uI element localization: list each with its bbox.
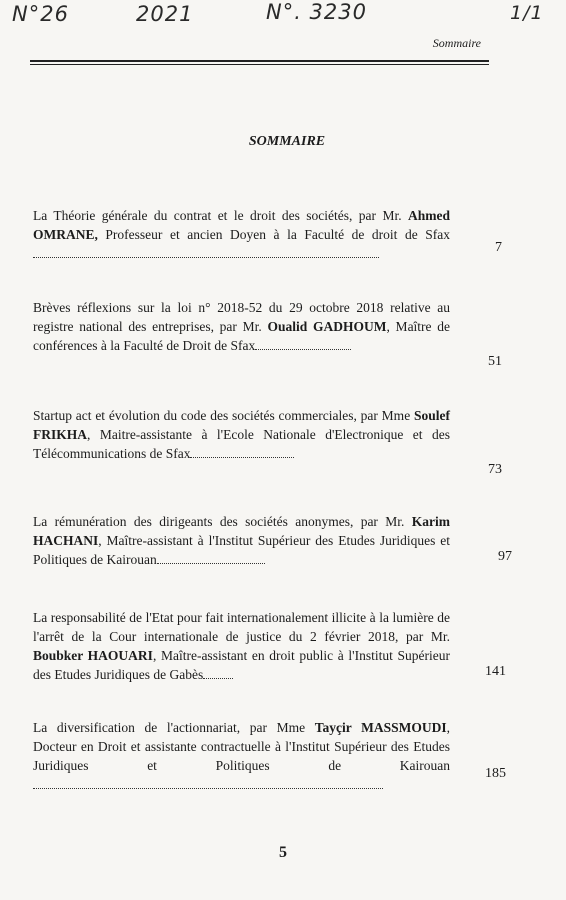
dot-leader [255,348,351,350]
toc-entry-page: 185 [485,766,506,781]
toc-entry-title: Startup act et évolution du code des sociétés commerciales, par Mme [33,408,414,423]
toc-entry[interactable] [33,608,450,684]
running-head: Sommaire [432,36,481,50]
toc-entry-affiliation: , Maître-assistant en droit public à l'Institut Supérieur des Etudes Juridiques de Gabès [33,648,450,682]
dot-leader [33,256,379,258]
toc-entry-title: Brèves réflexions sur la loi n° 2018-52 du 29 octobre 2018 relative au registre national des entreprises, par Mr. [33,300,450,334]
header-rule-thick [30,60,489,62]
toc-entry-affiliation: , Docteur en Droit et assistante contractuelle à l'Institut Supérieur des Etudes Juridiques et Politiques de Kairouan [33,720,450,773]
dot-leader [190,456,294,458]
toc-entry-author: Oualid GADHOUM [267,319,387,334]
toc-entry-page: 7 [495,240,502,255]
handwritten-issue-number: N°26 [12,2,69,26]
dot-leader [157,562,265,564]
toc-entry-title: La Théorie générale du contrat et le droit des sociétés, par Mr. [33,208,402,223]
toc-entry-author: Boubker HAOUARI [33,648,153,663]
header-rule-thin [30,64,489,65]
handwritten-year: 2021 [136,2,194,26]
toc-entry-title: La responsabilité de l'Etat pour fait internationalement illicite à la lumière de l'arrêt de la Cour internationale de justice du 2 février 2018, par Mr. [33,610,450,644]
toc-entry[interactable] [33,206,450,263]
toc-entry-affiliation: Professeur et ancien Doyen à la Faculté de droit de Sfax [97,227,450,242]
toc-entry[interactable] [33,406,450,463]
toc-entry-author: Ahmed OMRANE, [33,208,450,242]
toc-entry-page: 73 [488,462,502,477]
page-folio: 5 [279,844,287,861]
toc-entry-author: Karim HACHANI [33,514,450,548]
toc-entry-title: La diversification de l'actionnariat, par Mme [33,720,315,735]
toc-entry-affiliation: , Maître-assistant à l'Institut Supérieur des Etudes Juridiques et Politiques de Kairouan [33,533,450,567]
handwritten-record-number: N°. 3230 [266,0,368,24]
handwritten-mark: 1/1 [510,2,544,24]
toc-entry-page: 141 [485,664,506,679]
toc-entry[interactable] [33,512,450,569]
toc-entry-page: 97 [498,549,512,564]
toc-entry-author: Tayçir MASSMOUDI [314,720,447,735]
toc-entry[interactable] [33,298,450,355]
toc-entry[interactable] [33,718,450,794]
toc-entry-affiliation: , Maître de conférences à la Faculté de Droit de Sfax [33,319,451,353]
page-title: SOMMAIRE [248,134,326,149]
toc-entry-author: Soulef FRIKHA [33,408,450,442]
toc-entry-page: 51 [488,354,502,369]
toc-entry-title: La rémunération des dirigeants des sociétés anonymes, par Mr. [33,514,412,529]
dot-leader [33,787,383,789]
toc-entry-affiliation: , Maitre-assistante à l'Ecole Nationale d'Electronique et des Télécommunications de Sfax [33,427,450,461]
dot-leader [203,677,233,679]
